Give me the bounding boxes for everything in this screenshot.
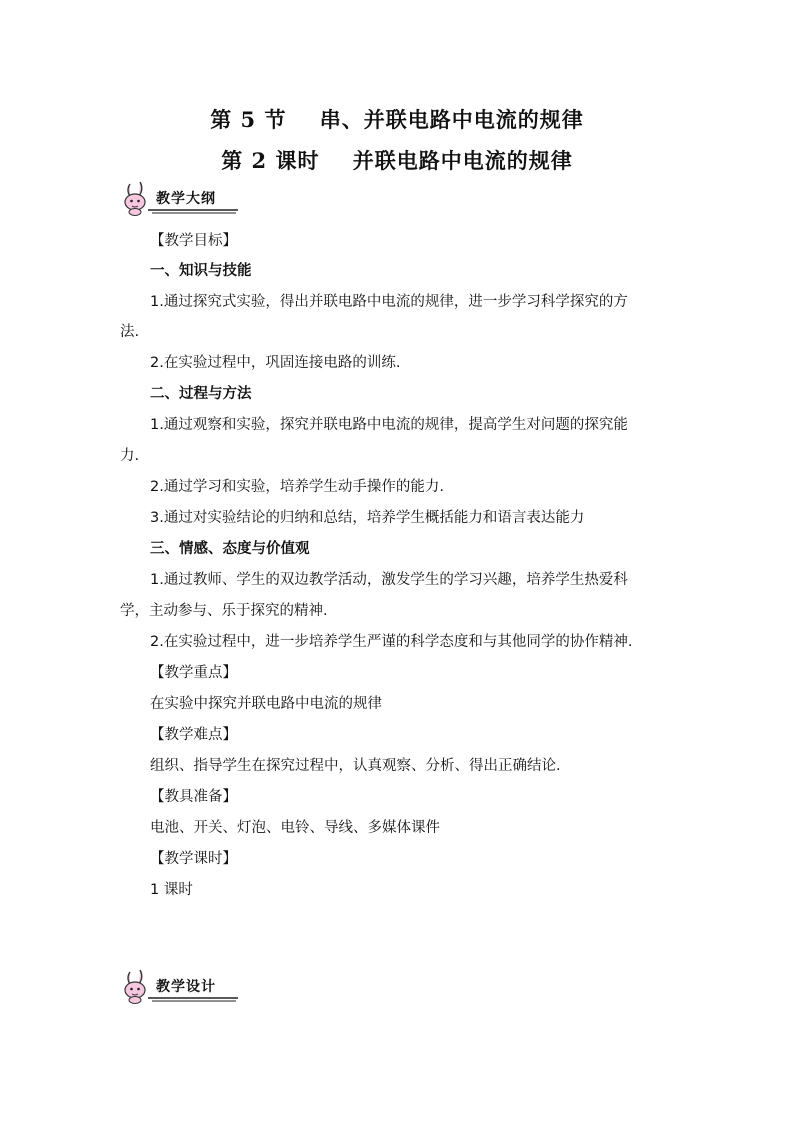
sec1-heading: 一、知识与技能: [150, 263, 252, 279]
key-points-heading: 【教学重点】: [150, 665, 237, 681]
tools-text: 电池、开关、灯泡、电铃、导线、多媒体课件: [150, 820, 440, 836]
outline-banner-label: 教学大纲: [156, 191, 216, 207]
goals-heading: 【教学目标】: [150, 233, 237, 249]
sec2-paragraph-2: 2.通过学习和实验，培养学生动手操作的能力.: [150, 479, 444, 495]
sec2-paragraph-1-cont: 力.: [120, 448, 140, 464]
lesson-title: 第 2 课时 并联电路中电流的规律: [221, 148, 573, 173]
sec2-paragraph-1: 1.通过观察和实验，探究并联电路中电流的规律，提高学生对问题的探究能: [150, 417, 628, 433]
sec1-paragraph-1: 1.通过探究式实验，得出并联电路中电流的规律，进一步学习科学探究的方: [150, 294, 628, 310]
sec3-paragraph-2: 2.在实验过程中，进一步培养学生严谨的科学态度和与其他同学的协作精神.: [150, 634, 633, 650]
hours-text: 1 课时: [150, 882, 193, 898]
sec3-heading: 三、情感、态度与价值观: [150, 541, 310, 557]
outline-banner: [118, 180, 242, 216]
design-banner: [118, 968, 242, 1004]
key-points-text: 在实验中探究并联电路中电流的规律: [150, 696, 382, 712]
difficulties-heading: 【教学难点】: [150, 727, 237, 743]
design-banner-label: 教学设计: [156, 979, 216, 995]
sec2-heading: 二、过程与方法: [150, 386, 252, 402]
section-title: 第 5 节 串、并联电路中电流的规律: [210, 107, 584, 132]
tools-heading: 【教具准备】: [150, 789, 237, 805]
sec1-paragraph-2: 2.在实验过程中，巩固连接电路的训练.: [150, 355, 401, 371]
hours-heading: 【教学课时】: [150, 851, 237, 867]
difficulties-text: 组织、指导学生在探究过程中，认真观察、分析、得出正确结论.: [150, 758, 561, 774]
sec3-paragraph-1-cont: 学，主动参与、乐于探究的精神.: [120, 603, 328, 619]
sec2-paragraph-3: 3.通过对实验结论的归纳和总结，培养学生概括能力和语言表达能力: [150, 510, 585, 526]
sec3-paragraph-1: 1.通过教师、学生的双边教学活动，激发学生的学习兴趣，培养学生热爱科: [150, 572, 628, 588]
sec1-paragraph-1-cont: 法.: [120, 324, 140, 340]
